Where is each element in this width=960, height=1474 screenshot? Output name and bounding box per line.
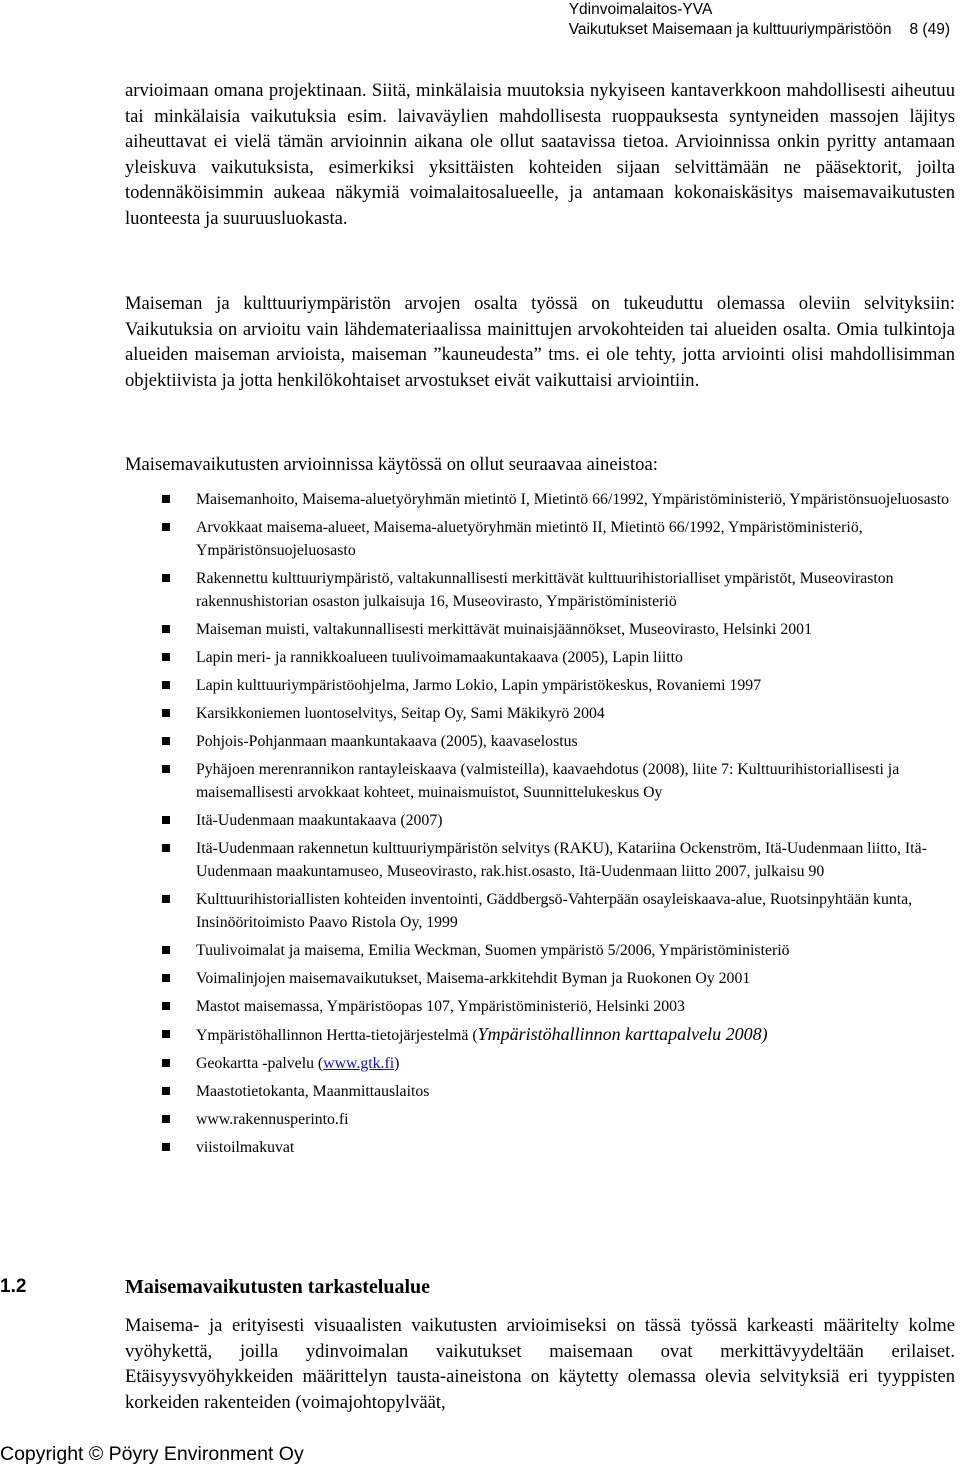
bullet-icon [162,737,170,745]
header-chapter-title: Vaikutukset Maisemaan ja kulttuuriympäristöön [568,21,892,38]
bullet-icon [162,523,170,531]
paragraph-tarkastelualue: Maisema- ja erityisesti visuaalisten vaikutusten arvioimiseksi on tässä työssä karkeasti määritelty kolme vyöhykettä, joilla ydinvoimalan vaikutukset maisemaan ovat merkittävyydeltään erilaiset. Etäisyysvyöhykkeiden määrittelyn tausta-aineistona on käytetty olemassa olevia selvityksiä eri tyyppisten korkeiden rakenteiden (voimajohtopylväät, [125,1315,955,1413]
list-item: Karsikkoniemen luontoselvitys, Seitap Oy, Sami Mäkikyrö 2004 [160,702,955,725]
list-item: Pohjois-Pohjanmaan maankuntakaava (2005), kaavaselostus [160,730,955,753]
bullet-icon [162,765,170,773]
list-item: Voimalinjojen maisemavaikutukset, Maisema-arkkitehdit Byman ja Ruokonen Oy 2001 [160,967,955,990]
bullet-icon [162,1030,170,1038]
list-item: Maiseman muisti, valtakunnallisesti merkittävät muinaisjäännökset, Museovirasto, Helsinki 2001 [160,618,955,641]
section-title: Maisemavaikutusten tarkastelualue [125,1276,430,1298]
header-project-title: Ydinvoimalaitos-YVA [568,1,713,18]
bullet-icon [162,946,170,954]
bullet-icon [162,1115,170,1123]
bullet-icon [162,974,170,982]
paragraph-arviointi: arvioimaan omana projektinaan. Siitä, minkälaisia muutoksia nykyiseen kantaverkkoon mahdollisesti aiheutuu tai minkälaisia vaikutuksia esim. laivaväylien mahdollisesta ruoppauksesta syntyneiden massojen läjitys aiheuttavat ei vielä tämän arvioinnin aikana ole ollut saatavissa tietoa. Arvioinnissa onkin pyritty antamaan yleiskuva vaikutuksista, esimerkiksi yksittäisten kohteiden sijaan selvittämään ne pääsektorit, joilta todennäköisimmin aukeaa näkymiä voimalaitosalueelle, ja antamaan kokonaiskäsitys maisemavaikutusten luonteesta ja suuruusluokasta. [125,80,955,229]
bullet-icon [162,495,170,503]
bullet-icon [162,1143,170,1151]
list-item: Maisemanhoito, Maisema-aluetyöryhmän mietintö I, Mietintö 66/1992, Ympäristöministeriö, Ympäristönsuojeluosasto [160,488,955,511]
bullet-icon [162,1087,170,1095]
bullet-icon [162,1002,170,1010]
paragraph-arvot: Maiseman ja kulttuuriympäristön arvojen osalta työssä on tukeuduttu olemassa oleviin selvityksiin: Vaikutuksia on arvioitu vain lähdemateriaalissa mainittujen arvokohteiden tai alueiden osalta. Omia tulkintoja alueiden maiseman arvioista, maiseman ”kauneudesta” tms. ei ole tehty, jotta arviointi olisi mahdollisimman objektiivista ja jotta henkilökohtaiset arvostukset eivät vaikuttaisi arviointiin. [125,293,955,391]
bullet-icon [162,574,170,582]
bullet-icon [162,709,170,717]
list-item: Arvokkaat maisema-alueet, Maisema-aluetyöryhmän mietintö II, Mietintö 66/1992, Ympäristöministeriö, Ympäristönsuojeluosasto [160,516,955,562]
list-item: www.rakennusperinto.fi [160,1108,955,1131]
list-item: Mastot maisemassa, Ympäristöopas 107, Ympäristöministeriö, Helsinki 2003 [160,995,955,1018]
list-item: Itä-Uudenmaan rakennetun kulttuuriympäristön selvitys (RAKU), Katariina Ockenström, Itä-Uudenmaan liitto, Itä-Uudenmaan maakuntamuseo, Museovirasto, rak.hist.osasto, Itä-Uudenmaan liitto 2007, julkaisu 90 [160,837,955,883]
list-item: Itä-Uudenmaan maakuntakaava (2007) [160,809,955,832]
list-item: Lapin kulttuuriympäristöohjelma, Jarmo Lokio, Lapin ympäristökeskus, Rovaniemi 1997 [160,674,955,697]
list-item: Tuulivoimalat ja maisema, Emilia Weckman, Suomen ympäristö 5/2006, Ympäristöministeriö [160,939,955,962]
page-number: 8 (49) [909,21,950,38]
page-footer: Copyright © Pöyry Environment Oy [0,1443,304,1465]
list-item: Kulttuurihistoriallisten kohteiden inventointi, Gäddbergsö-Vahterpään osayleiskaava-alue, Ruotsinpyhtään kunta, Insinööritoimisto Paavo Ristola Oy, 1999 [160,888,955,934]
bullet-icon [162,895,170,903]
gtk-link[interactable]: www.gtk.fi [323,1055,395,1072]
page-header [569,0,950,40]
list-item: Rakennettu kulttuuriympäristö, valtakunnallisesti merkittävät kulttuurihistorialliset ympäristöt, Museoviraston rakennushistorian osaston julkaisuja 16, Museovirasto, Ympäristöministeriö [160,567,955,613]
list-item: Pyhäjoen merenrannikon rantayleiskaava (valmisteilla), kaavaehdotus (2008), liite 7: Kulttuurihistoriallisesti ja maisemallisesti arvokkaat kohteet, muinaismuistot, Suunnittelukeskus Oy [160,758,955,804]
header-subtitle-row [569,20,950,40]
bullet-icon [162,625,170,633]
list-item: Lapin meri- ja rannikkoalueen tuulivoimamaakuntakaava (2005), Lapin liitto [160,646,955,669]
bullet-icon [162,1059,170,1067]
bullet-icon [162,816,170,824]
list-item: Geokartta -palvelu (www.gtk.fi) [160,1052,955,1075]
source-list [160,488,955,1164]
list-item: Ympäristöhallinnon Hertta-tietojärjestelmä (Ympäristöhallinnon karttapalvelu 2008) [160,1023,955,1047]
section-number: 1.2 [0,1276,27,1297]
bullet-icon [162,681,170,689]
list-item: Maastotietokanta, Maanmittauslaitos [160,1080,955,1103]
paragraph-aineisto-intro: Maisemavaikutusten arvioinnissa käytössä on ollut seuraavaa aineistoa: [125,454,658,475]
bullet-icon [162,844,170,852]
bullet-icon [162,653,170,661]
list-item: viistoilmakuvat [160,1136,955,1159]
